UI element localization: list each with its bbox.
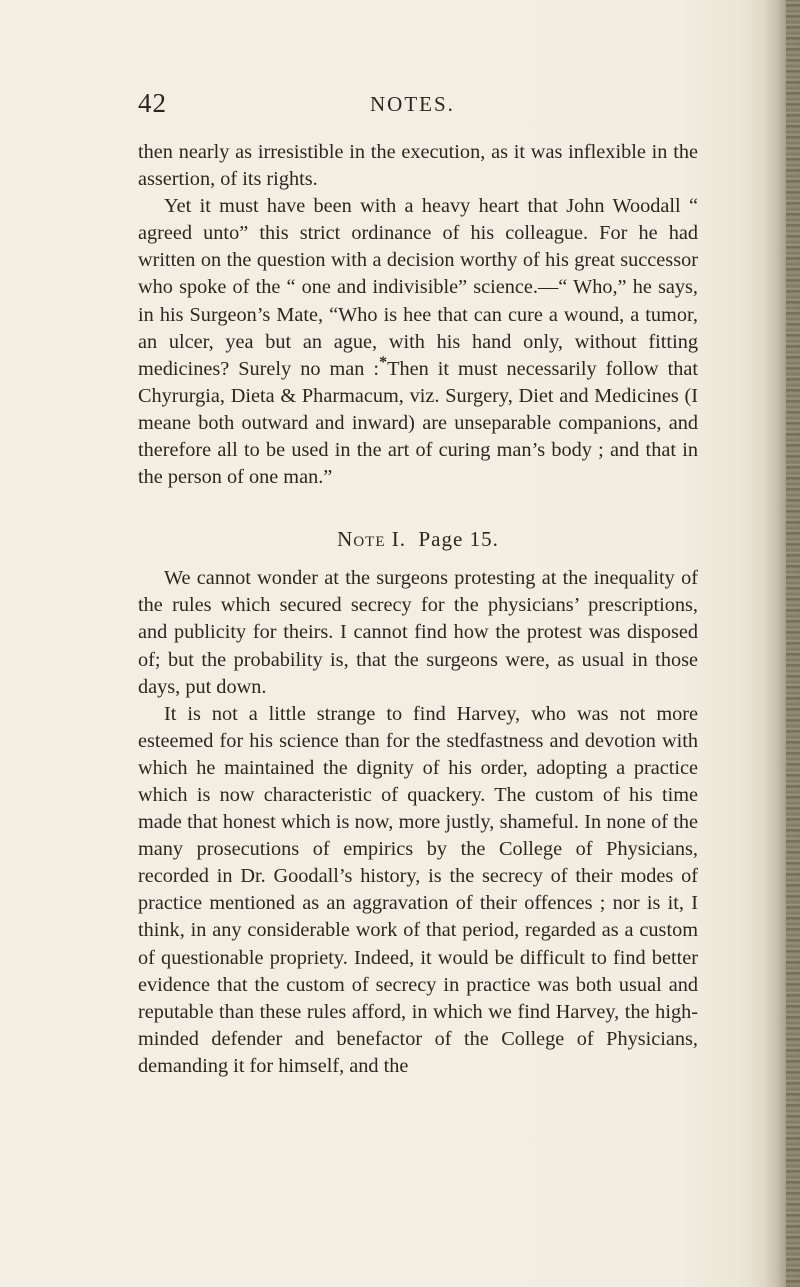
- note-heading-label: Note I.: [337, 527, 406, 552]
- page-number: 42: [138, 88, 167, 118]
- page-gutter-shadow: [764, 0, 786, 1287]
- asterisk-mark: *: [379, 353, 388, 371]
- body-text: [138, 139, 698, 1080]
- page-header: [138, 88, 698, 128]
- paragraph-woodall-text-1: Yet it must have been with a heavy heart that John Woodall “ agreed unto” this strict ordinance of his colleague. For he had written on the question with a decision worthy of his great successor who spoke of the “ one and indivisible” science.—“ Who,” he says, in his Surgeon’s Mate, “Who is hee that can cure a wound, a tumor, an ulcer, yea but an ague, with his hand only, without fitting medicines? Surely no man :: [138, 195, 698, 380]
- note-heading-page: Page 15.: [418, 527, 499, 552]
- paragraph-surgeons: We cannot wonder at the surgeons protesting at the inequality of the rules which secured secrecy for the physicians’ prescriptions, and publicity for theirs. I cannot find how the protest was disposed of; but the probability is, that the surgeons were, as usual in those days, put down.: [138, 567, 698, 698]
- section-spacer: [138, 491, 698, 513]
- paragraph-harvey: It is not a little strange to find Harvey, who was not more esteemed for his science than for the stedfastness and devotion with which he maintained the dignity of his order, adopting a practice which is now characteristic of quackery. The custom of his time made that honest which is now, more justly, shameful. In none of the many prosecutions of empirics by the College of Physicians, recorded in Dr. Goodall’s history, is the secrecy of their modes of practice mentioned as an aggravation of their offences ; nor is it, I think, in any considerable work of that period, regarded as a custom of questionable propriety. Indeed, it would be difficult to find better evidence that the custom of secrecy in practice was both usual and reputable than these rules afford, in which we find Harvey, the high-minded defender and benefactor of the College of Physicians, demanding it for himself, and the: [138, 702, 698, 1077]
- paragraph-woodall: [138, 193, 698, 491]
- page-edge: [786, 0, 800, 1287]
- note-heading: [138, 513, 698, 565]
- paragraph-continuation: then nearly as irresistible in the execution, as it was inflexible in the assertion, of its rights.: [138, 141, 698, 191]
- running-head: NOTES.: [370, 92, 455, 116]
- paragraph-woodall-text-2: Then it must necessarily follow that Chyrurgia, Dieta & Pharmacum, viz. Surgery, Diet and Medicines (I meane both outward and inward) are unseparable companions, and therefore all to be used in the art of curing man’s body ; and that in the person of one man.”: [138, 357, 698, 489]
